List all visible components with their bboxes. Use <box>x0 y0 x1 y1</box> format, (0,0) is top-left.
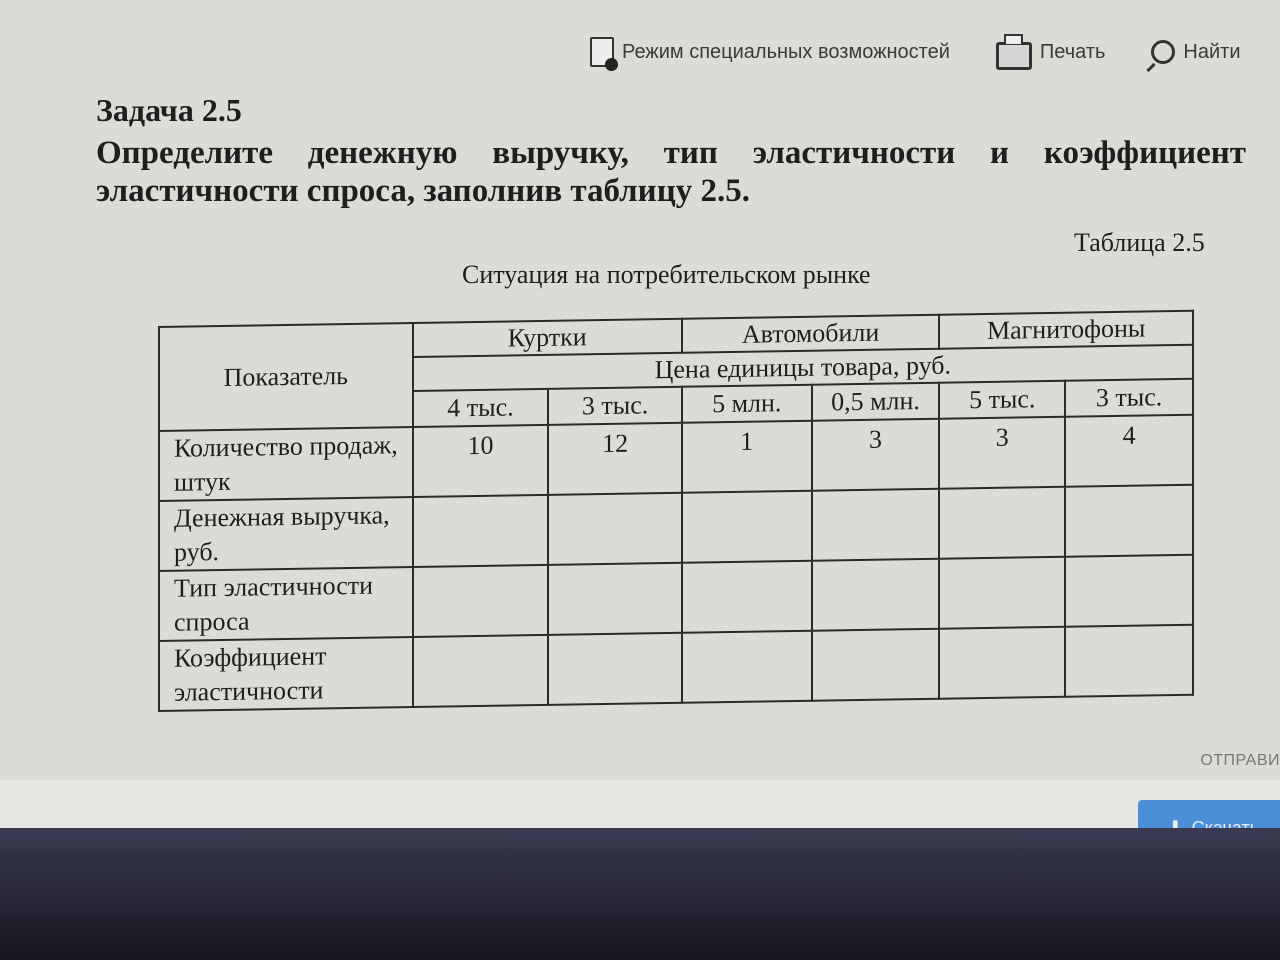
table-cell: 10 <box>413 425 549 497</box>
table-cell <box>939 627 1065 699</box>
send-link[interactable]: ОТПРАВИ <box>1200 752 1280 769</box>
table-cell <box>939 557 1065 629</box>
row-label: Количество продаж, штук <box>159 427 413 501</box>
table-cell <box>1065 485 1193 557</box>
task-text: Определите денежную выручку, тип эластичности и коэффициент эластичности спроса, заполнив таблицу 2.5. <box>96 135 1246 209</box>
print-label: Печать <box>1039 40 1106 63</box>
toolbar <box>590 22 1280 82</box>
table-cell <box>548 563 682 635</box>
table-cell: 4 <box>1065 415 1193 487</box>
printer-icon <box>996 42 1032 70</box>
accessibility-doc-icon <box>590 37 614 67</box>
search-icon <box>1151 40 1175 64</box>
accessibility-mode-label: Режим специальных возможностей <box>622 40 950 63</box>
table-number: Таблица 2.5 <box>1074 228 1205 257</box>
product-cars: Автомобили <box>682 315 939 353</box>
bottom-panel <box>0 780 1280 830</box>
table-cell <box>413 635 549 707</box>
table-cell <box>548 493 682 565</box>
table-cell <box>1065 625 1193 697</box>
find-label: Найти <box>1183 40 1241 63</box>
table-cell: 12 <box>548 423 682 495</box>
row-label: Коэффициент эластичности <box>159 637 413 711</box>
market-table <box>158 310 1194 712</box>
table-cell: 1 <box>682 421 812 493</box>
price-cell: 3 тыс. <box>548 387 682 425</box>
accessibility-mode-button[interactable] <box>590 37 950 67</box>
find-button[interactable] <box>1151 40 1240 64</box>
task-title: Задача 2.5 <box>96 92 242 128</box>
table-row <box>159 625 1193 711</box>
table-cell <box>682 561 812 633</box>
table-cell <box>548 633 682 705</box>
price-cell: 0,5 млн. <box>812 383 940 421</box>
monitor-bezel <box>0 828 1280 960</box>
table-cell <box>682 491 812 563</box>
product-jackets: Куртки <box>413 319 682 357</box>
price-cell: 3 тыс. <box>1065 379 1193 417</box>
table-cell <box>812 559 940 631</box>
table-cell: 3 <box>812 419 940 491</box>
table-cell: 3 <box>939 417 1065 489</box>
price-cell: 5 тыс. <box>939 381 1065 419</box>
table-cell <box>413 495 549 567</box>
row-label: Тип эластичности спроса <box>159 567 413 641</box>
product-tape-recorders: Магнитофоны <box>939 311 1193 349</box>
indicator-header: Показатель <box>159 323 413 431</box>
price-header: Цена единицы товара, руб. <box>413 345 1193 391</box>
price-cell: 4 тыс. <box>413 389 549 427</box>
table-cell <box>682 631 812 703</box>
table-cell <box>812 489 940 561</box>
price-cell: 5 млн. <box>682 385 812 423</box>
print-button[interactable] <box>996 34 1106 70</box>
table-cell <box>1065 555 1193 627</box>
table-cell <box>939 487 1065 559</box>
table-caption: Ситуация на потребительском рынке <box>462 260 871 289</box>
table-cell <box>812 629 940 701</box>
table-cell <box>413 565 549 637</box>
row-label: Денежная выручка, руб. <box>159 497 413 571</box>
